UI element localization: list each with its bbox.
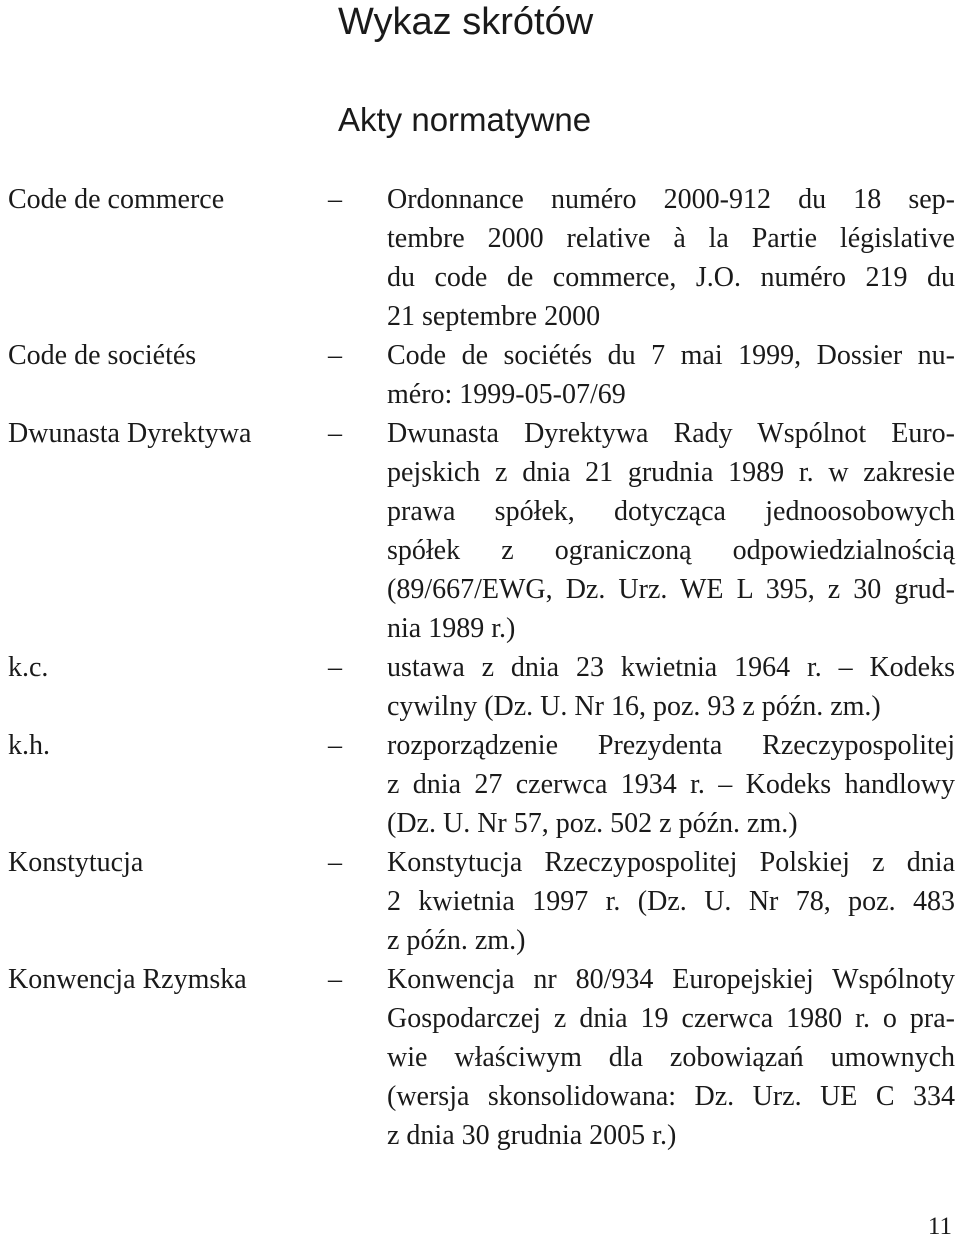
abbreviation-description bbox=[387, 414, 955, 648]
section-title: Akty normatywne bbox=[338, 101, 592, 138]
description-line: (wersja skonsolidowana: Dz. Urz. UE C 334 bbox=[387, 1081, 955, 1112]
entry-dash: – bbox=[328, 964, 342, 995]
description-line: ustawa z dnia 23 kwietnia 1964 r. – Kodeks bbox=[387, 652, 955, 683]
page-number: 11 bbox=[927, 1213, 952, 1240]
abbreviation-description bbox=[387, 648, 955, 726]
entry-dash: – bbox=[328, 652, 342, 683]
description-line: du code de commerce, J.O. numéro 219 du bbox=[387, 262, 955, 293]
abbreviation-term: k.c. bbox=[8, 652, 49, 683]
abbreviation-entry bbox=[0, 414, 960, 648]
abbreviation-description bbox=[387, 180, 955, 336]
description-line: z dnia 30 grudnia 2005 r.) bbox=[387, 1120, 677, 1151]
description-line: Gospodarczej z dnia 19 czerwca 1980 r. o pra- bbox=[387, 1003, 955, 1034]
abbreviation-entry bbox=[0, 648, 960, 726]
description-line: z późn. zm.) bbox=[387, 925, 526, 956]
abbreviation-description bbox=[387, 336, 955, 414]
description-line: (89/667/EWG, Dz. Urz. WE L 395, z 30 grud- bbox=[387, 574, 955, 605]
abbreviation-term: k.h. bbox=[8, 730, 50, 761]
description-line: wie właściwym dla zobowiązań umownych bbox=[387, 1042, 955, 1073]
abbreviation-entry bbox=[0, 336, 960, 414]
description-line: (Dz. U. Nr 57, poz. 502 z późn. zm.) bbox=[387, 808, 798, 839]
description-line: méro: 1999-05-07/69 bbox=[387, 379, 626, 410]
description-line: cywilny (Dz. U. Nr 16, poz. 93 z późn. zm.) bbox=[387, 691, 881, 722]
abbreviation-entry bbox=[0, 843, 960, 960]
abbreviation-list bbox=[0, 180, 960, 1155]
abbreviation-entry bbox=[0, 960, 960, 1155]
abbreviation-description bbox=[387, 726, 955, 843]
abbreviation-term: Dwunasta Dyrektywa bbox=[8, 418, 252, 449]
description-line: tembre 2000 relative à la Partie législative bbox=[387, 223, 955, 254]
abbreviation-term: Konwencja Rzymska bbox=[8, 964, 247, 995]
description-line: spółek z ograniczoną odpowiedzialnością bbox=[387, 535, 955, 566]
description-line: nia 1989 r.) bbox=[387, 613, 516, 644]
entry-dash: – bbox=[328, 184, 342, 215]
description-line: 21 septembre 2000 bbox=[387, 301, 601, 332]
description-line: Konstytucja Rzeczypospolitej Polskiej z dnia bbox=[387, 847, 955, 878]
abbreviation-term: Code de sociétés bbox=[8, 340, 197, 371]
description-line: pejskich z dnia 21 grudnia 1989 r. w zakresie bbox=[387, 457, 955, 488]
abbreviation-term: Konstytucja bbox=[8, 847, 144, 878]
description-line: Code de sociétés du 7 mai 1999, Dossier nu- bbox=[387, 340, 955, 371]
description-line: prawa spółek, dotycząca jednoosobowych bbox=[387, 496, 955, 527]
entry-dash: – bbox=[328, 418, 342, 449]
description-line: Konwencja nr 80/934 Europejskiej Wspólnoty bbox=[387, 964, 955, 995]
description-line: z dnia 27 czerwca 1934 r. – Kodeks handlowy bbox=[387, 769, 955, 800]
entry-dash: – bbox=[328, 730, 342, 761]
abbreviation-term: Code de commerce bbox=[8, 184, 225, 215]
description-line: 2 kwietnia 1997 r. (Dz. U. Nr 78, poz. 483 bbox=[387, 886, 955, 917]
entry-dash: – bbox=[328, 340, 342, 371]
abbreviation-entry bbox=[0, 180, 960, 336]
description-line: Ordonnance numéro 2000-912 du 18 sep- bbox=[387, 184, 955, 215]
abbreviation-description bbox=[387, 843, 955, 960]
description-line: rozporządzenie Prezydenta Rzeczypospolitej bbox=[387, 730, 955, 761]
abbreviation-entry bbox=[0, 726, 960, 843]
page-title: Wykaz skrótów bbox=[338, 1, 594, 43]
description-line: Dwunasta Dyrektywa Rady Wspólnot Euro- bbox=[387, 418, 955, 449]
abbreviation-description bbox=[387, 960, 955, 1155]
entry-dash: – bbox=[328, 847, 342, 878]
